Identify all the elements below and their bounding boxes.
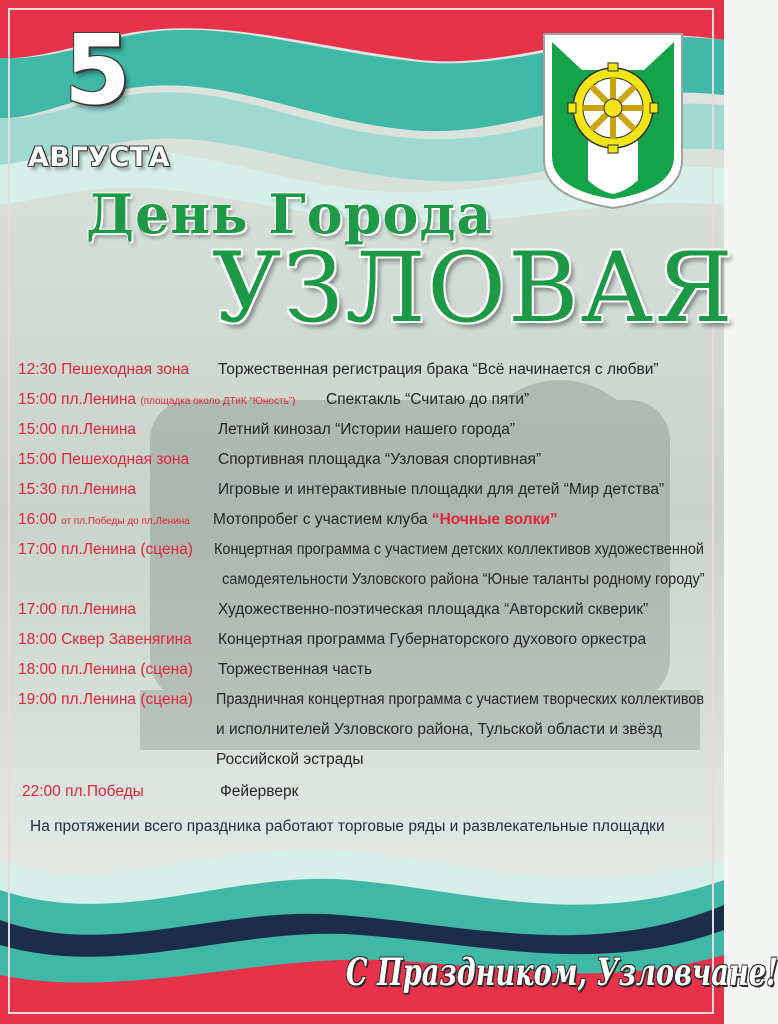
schedule-time-place: 15:30 пл.Ленина	[18, 481, 137, 498]
schedule-time-place: 18:00 Сквер Завенягина	[18, 631, 192, 648]
schedule-time-place: 22:00 пл.Победы	[22, 783, 144, 800]
schedule-event: Художественно-поэтическая площадка “Авторский скверик”	[218, 601, 649, 618]
schedule-time-place: 16:00 от пл.Победы до пл.Ленина	[18, 511, 190, 528]
event-month: АВГУСТА	[28, 142, 171, 173]
schedule-time-place: 15:00 пл.Ленина	[18, 421, 137, 438]
schedule-event-line2: самодеятельности Узловского района “Юные таланты родному городу”	[222, 571, 705, 588]
schedule-time-place: 15:00 пл.Ленина (площадка около ДТиК “Юность”)	[18, 391, 296, 408]
schedule-event: Летний кинозал “Истории нашего города”	[218, 421, 516, 438]
schedule-time-place: 15:00 Пешеходная зона	[18, 451, 190, 468]
footer-note: На протяжении всего праздника работают торговые ряды и развлекательные площадки	[30, 818, 665, 835]
schedule-time-place: 18:00 пл.Ленина (сцена)	[18, 661, 193, 678]
schedule-time-place: 19:00 пл.Ленина (сцена)	[18, 691, 193, 708]
highlight-club-name: “Ночные волки”	[431, 511, 558, 528]
schedule-event: Торжественная регистрация брака “Всё начинается с любви”	[218, 361, 659, 378]
schedule-event: Игровые и интерактивные площадки для детей “Мир детства”	[218, 481, 665, 498]
schedule-event: Фейерверк	[220, 783, 299, 800]
city-coat-of-arms-wheel-icon	[540, 30, 686, 210]
city-name: УЗЛОВАЯ	[212, 232, 735, 344]
schedule-event: Спектакль “Считаю до пяти”	[326, 391, 530, 408]
schedule-event: Спортивная площадка “Узловая спортивная”	[218, 451, 542, 468]
schedule-event-line3: Российской эстрады	[216, 751, 364, 768]
schedule-event-line2: и исполнителей Узловского района, Тульской области и звёзд	[216, 721, 663, 738]
event-day: 5	[64, 14, 131, 126]
schedule-event: Концертная программа Губернаторского духового оркестра	[218, 631, 647, 648]
schedule-event: Праздничная концертная программа с участием творческих коллективов	[216, 691, 704, 708]
schedule-event: Торжественная часть	[218, 661, 373, 678]
schedule-time-place: 17:00 пл.Ленина	[18, 601, 137, 618]
schedule-time-place: 12:30 Пешеходная зона	[18, 361, 190, 378]
greeting-text: С Праздником, Узловчане!	[345, 950, 778, 994]
poster-title: День Города	[86, 182, 493, 246]
schedule-time-place: 17:00 пл.Ленина (сцена)	[18, 541, 193, 558]
schedule-event: Концертная программа с участием детских коллективов художественной	[214, 541, 704, 558]
schedule-event: Мотопробег с участием клуба “Ночные волки”	[213, 511, 558, 528]
